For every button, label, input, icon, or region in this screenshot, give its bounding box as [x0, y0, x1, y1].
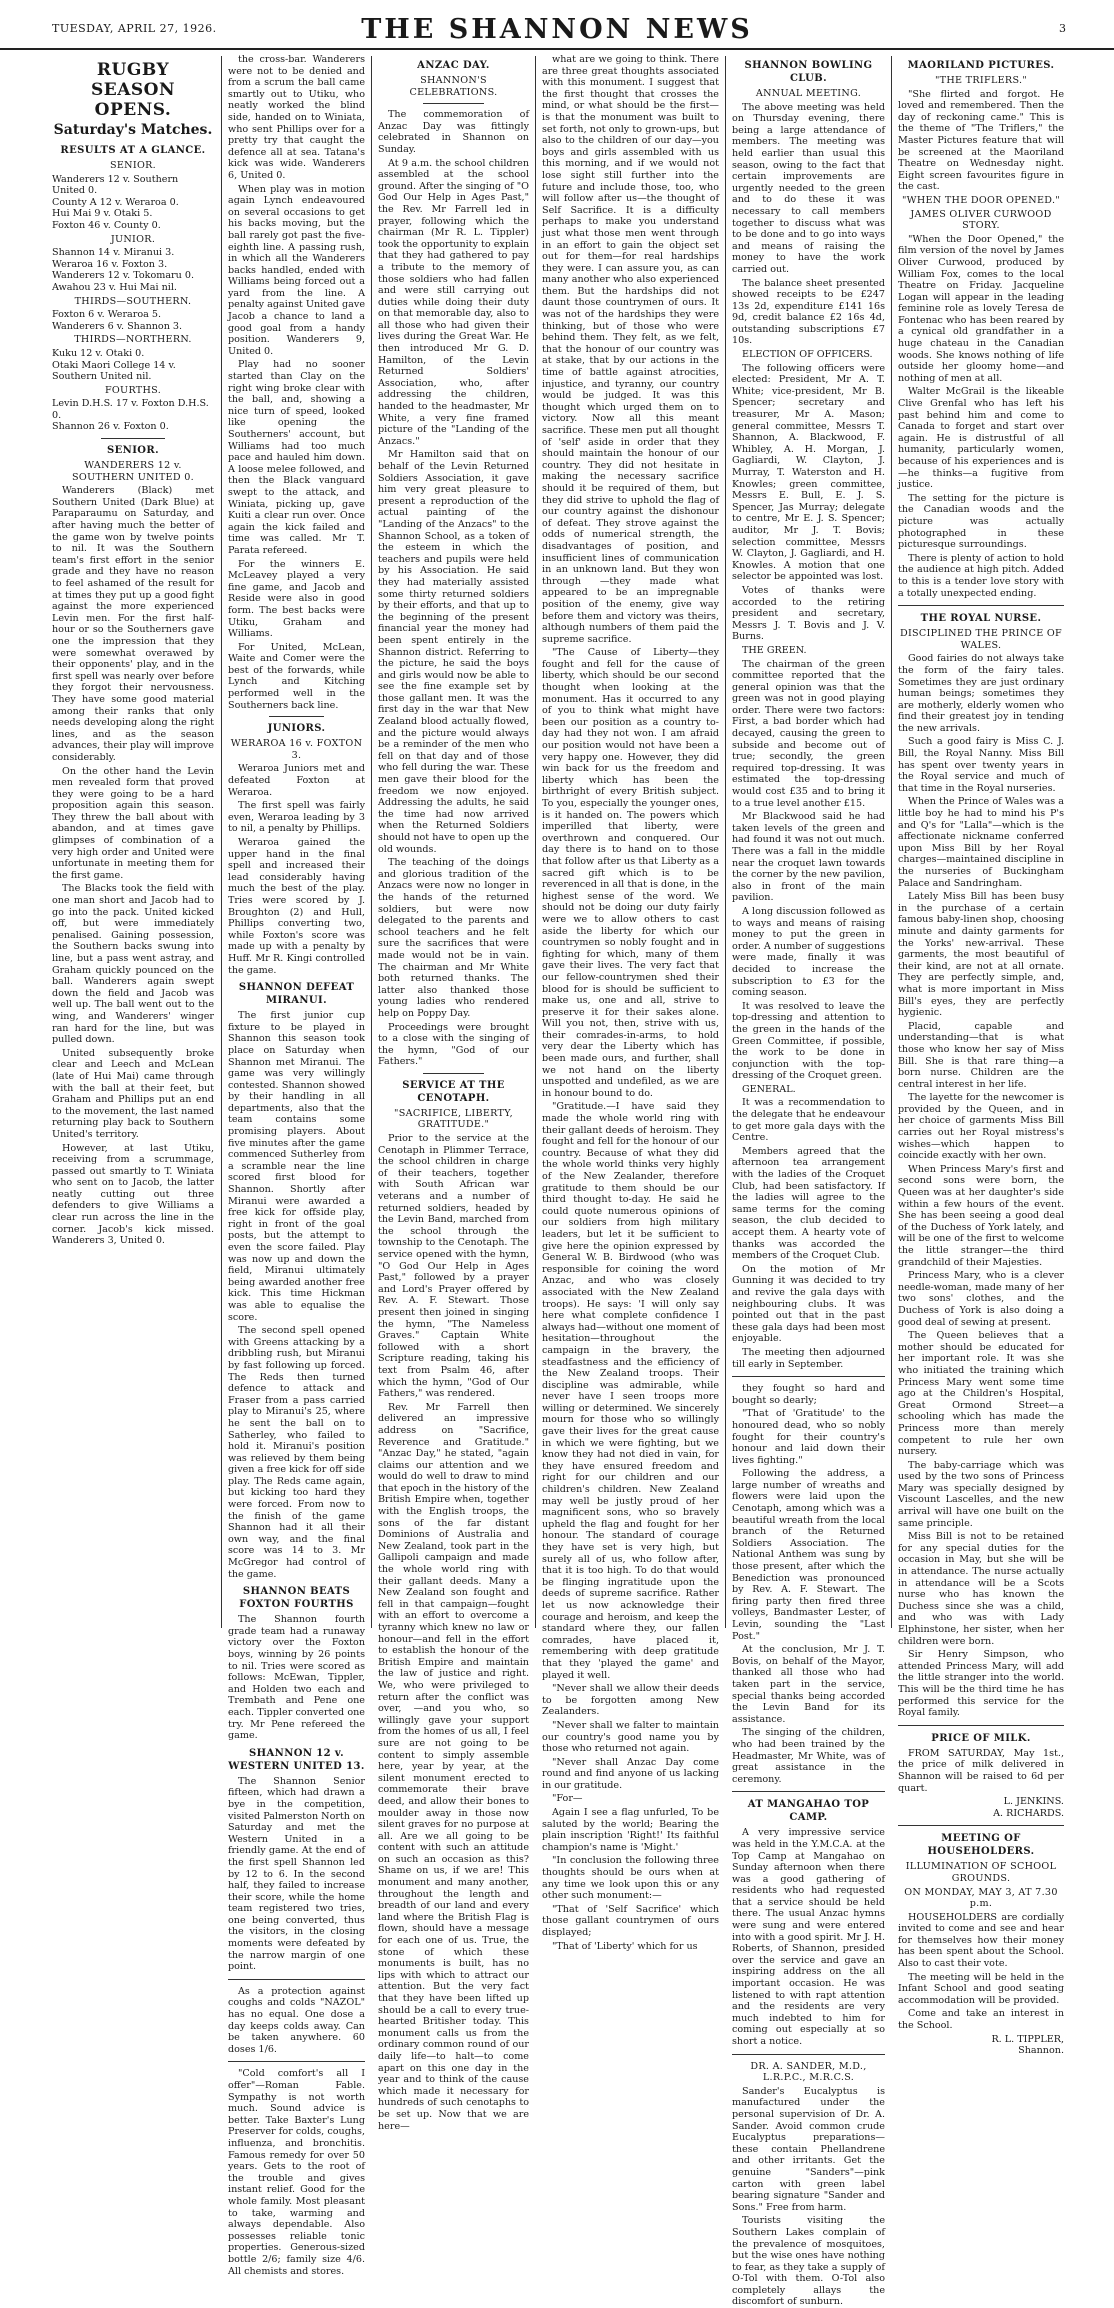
divider	[228, 2061, 365, 2062]
match-report	[52, 485, 214, 1247]
paragraph: Proceedings were brought to a close with the singing of the hymn, "God of our Fathers."	[378, 1021, 529, 1068]
divider	[732, 2054, 885, 2055]
match-heading: SHANNON 12 v. WESTERN UNITED 13.	[228, 1747, 365, 1772]
paragraph: Lately Miss Bill has been busy in the purchase of a certain famous baby-linen shop, choosing minute and dainty garments for the Yorks' new-arrival. These garments, the most beautiful of their kind, are not at all ornate. They are perfectly simple, and, what is more important in Miss Bill's eyes, they are perfectly hygienic.	[898, 891, 1064, 1019]
paragraph: Again I see a flag unfurled, To be saluted by the world; Bearing the plain inscription 'Right!' Its faithful champion's name is 'Might.'	[542, 1807, 719, 1853]
paragraph: Weraroa gained the upper hand in the final spell and increased their lead considerably having much the best of the play. Tries were scored by J. Broughton (2) and Hull, Phillips converting two, while Foxton's score was made up with a penalty by Huff. Mr R. Kingi controlled the game.	[228, 837, 365, 976]
column-address	[542, 54, 719, 1952]
results-heading: RESULTS AT A GLANCE.	[60, 145, 206, 156]
paragraph: On the other hand the Levin men revealed form that proved they were going to be a hard proposition again this season. They threw the ball about with abandon, and at times gave glimpses of combination of a very high order and United were unfortunate in meeting them for the first game.	[52, 765, 214, 881]
paragraph: The Shannon fourth grade team had a runaway victory over the Foxton boys, winning by 26 points to nil. Tries were scored as follows: McEwan, Tippler, and Holden two each and Trembath and Pene one each. Tippler converted one try. Mr Pene refereed the game.	[228, 1614, 365, 1742]
paragraph: Good fairies do not always take the form of the fairy tales. Sometimes they are just ordinary human beings; sometimes they are motherly, elderly women who find their greatest joy in tending the new arrivals.	[898, 653, 1064, 734]
paragraph: "That of 'Gratitude' to the honoured dead, who so nobly fought for their country's honour and laid down their lives fighting."	[732, 1408, 885, 1466]
paragraph: The meeting will be held in the Infant School and good seating accommodation will be provided.	[898, 1971, 1064, 2006]
cenotaph-subhead: "SACRIFICE, LIBERTY, GRATITUDE."	[394, 1107, 513, 1131]
paragraph: The second spell opened with Greens attacking by a dribbling rush, but Miranui by fast following up forced. The Reds then turned defence to attack and Fraser from a pass carried play to Miranui's 25, where he sent the ball on to Satherley, who failed to hold it. Miranui's position was relieved by them being given a free kick for off side play. The Reds came again, but kicking too hard they were forced. From now to the finish of the game Shannon had it all their own way, and the final score was 14 to 3. Mr McGregor had control of the game.	[228, 1325, 365, 1580]
paragraph: Princess Mary, who is a clever needle-woman, made many of her two sons' clothes, and the Duchess of York is also doing a good deal of sewing at present.	[898, 1270, 1064, 1328]
paragraph: Mr Hamilton said that on behalf of the Levin Returned Soldiers Association, it gave him very great pleasure to present a reproduction of the actual painting of the "Landing of the Anzacs" to the Shannon School, as a token of the esteem in which the teachers and pupils were held by his Association. He said they had materially assisted some thirty returned soldiers by their efforts, and that up to the beginning of the present financial year the money had been spent entirely in the Shannon district. Referring to the picture, he said the boys and girls would now be able to see the fine example set by those gallant men. It was the first day in the war that New Zealand blood actually flowed, and the picture would always be a reminder of the men who fell on that day and of those who fell during the war. These men gave their blood for the freedom we now enjoyed. Addressing the adults, he said the time had now arrived when the Returned Soldiers should not have to open up the old wounds.	[378, 449, 529, 855]
nazol-ad: As a protection against coughs and colds "NAZOL" has no equal. One dose a day keeps colds away. Can be taken anywhere. 60 doses 1/6.	[228, 1985, 365, 2055]
column-anzac	[378, 54, 530, 2132]
paragraph: For the winners E. McLeavey played a very fine game, and Jacob and Reside were also in good form. The best backs were Utiku, Graham and Williams.	[228, 558, 365, 640]
fourths-results	[52, 398, 214, 433]
paragraph: A very impressive service was held in the Y.M.C.A. at the Top Camp at Mangahao on Sunday afternoon when there was a good gathering of residents who had requested that a service should be held there. The usual Anzac hymns were sung and were entered into with a good spirit. Mr J. H. Roberts, of Shannon, presided over the service and gave an inspiring address on the all important occasion. He was listened to with rapt attention and the residents are very much indebted to him for coming out especially at so short a notice.	[732, 1827, 885, 2047]
result-line: County A 12 v. Weraroa 0.	[52, 196, 179, 208]
result-line: Shannon 26 v. Foxton 0.	[52, 421, 169, 433]
divider	[732, 1376, 885, 1377]
divider	[898, 1725, 1064, 1726]
western-report	[228, 1776, 365, 1973]
paragraph: At 9 a.m. the school children assembled at the school ground. After the singing of "O God Our Help in Ages Past," the Rev. Mr Farrell led in prayer, following which the chairman (Mr R. L. Tippler) took the opportunity to explain that they had gathered to pay a tribute to the memory of those soldiers who had fallen and were still carrying out duties while doing their duty on that memorable day, also to all those who had given their lives during the Great War. He then introduced Mr G. D. Hamilton, of the Levin Returned Soldiers' Association, who, after addressing the children, handed to the headmaster, Mr White, a very fine framed picture of the "Landing of the Anzacs."	[378, 157, 530, 447]
result-line: Wanderers 12 v. Southern United 0.	[52, 173, 179, 197]
paragraph: "That of 'Self Sacrifice' which those gallant countrymen of ours displayed;	[542, 1903, 719, 1938]
nurse-report	[898, 653, 1064, 1718]
paragraph: The teaching of the doings and glorious tradition of the Anzacs were now no longer in the hands of the returned soldiers, but were now delegated to the parents and school teachers and he felt sure the sacrifices that were made would not be in vain. The chairman and Mr White both returned thanks. The latter also thanked those young ladies who rendered help on Poppy Day.	[378, 857, 529, 1019]
milk-signature: L. JENKINS.	[1003, 1796, 1064, 1808]
paragraph: The Blacks took the field with one man short and Jacob had to go into the pack. United kicked off, but were immediately penalised. Gaining possession, the Southern backs swung into line, but a pass went astray, and Graham quickly pounced on the ball. Wanderers again swept down the field and Jacob was well up. The ball went out to the wing, and Wanderers' winger ran hard for the line, but was pulled down.	[52, 883, 214, 1046]
column-rugby	[52, 54, 214, 1630]
paragraph: The singing of the children, who had been trained by the Headmaster, Mr White, was of great assistance in the ceremony.	[732, 1727, 885, 1785]
triflers-heading: "THE TRIFLERS."	[934, 75, 1028, 86]
divider	[898, 605, 1064, 606]
paragraph: what are we going to think. There are three great thoughts associated with this monument. I suggest that the first thought that crosses the mind, or what should be the first—is that the monument was built to set forth, not only to grown-ups, but also to the children of our day—you boys and girls assembled with us this morning, and if we would not lose sight still further into the future and include those, too, who will follow after us—the thought of Self Sacrifice. It is a difficulty perhaps to make you understand just what those men went through in an effort to gain the object set out for them—for real hardships they were. I can assure you, as can many another who also experienced them. But the hardships did not daunt those countrymen of ours. It was not of the hardships they were thinking, but of those who were behind them. They felt, as we felt, that the honour of our country was at stake, that by our actions in the time of battle against atrocities, injustice, and tyranny, our country would be judged. It was this thought which urged them on to victory. Now all this meant sacrifice. These men put all thought of 'self' aside in order that they should maintain the honour of our country. They did not hesitate in making the necessary sacrifice should it be required of them, but they did strive to uphold the flag of our country against the dishonour of defeat. They strove against the odds of numerical strength, the disadvantages of position, and insufficient lines of communication in an unknown land. But they won through —they made what appeared to be an impregnable position of the enemy, give way before them and victory was theirs, although numbers of them paid the supreme sacrifice.	[542, 54, 719, 645]
paragraph: "Never shall we allow their deeds to be forgotten among New Zealanders.	[542, 1683, 719, 1718]
paragraph: The first junior cup fixture to be played in Shannon this season took place on Saturday when Shannon met Miranui. The game was very willingly contested. Shannon showed by their handling in all departments, also that the team contains some promising players. About five minutes after the game commenced Sutherley from a scramble near the line scored first blood for Shannon. Shortly after Miranui were awarded a free kick for offside play, right in front of the goal posts, but the attempt to even the score failed. Play was now up and down the field, Miranui ultimately being awarded another free kick. This time Hickman was able to equalise the score.	[228, 1010, 365, 1323]
results-group-label: THIRDS—SOUTHERN.	[74, 295, 192, 307]
paragraph: "Never shall we falter to maintain our country's good name you by those who returned not again.	[542, 1719, 719, 1755]
paragraph: It was resolved to leave the top-dressing and attention to the green in the hands of the Green Committee, if possible, the work to be done in conjunction with the top-dressing of the Croquet green.	[732, 1000, 885, 1082]
paragraph: Members agreed that the afternoon tea arrangement with the ladies of the Croquet Club, had been satisfactory. If the ladies will agree to the same terms for the coming season, the club decided to accept them. A hearty vote of thanks was accorded the members of the Croquet Club.	[732, 1145, 885, 1262]
match-heading: SHANNON BEATS FOXTON FOURTHS	[239, 1586, 354, 1611]
paragraph: Walter McGrail is the likeable Clive Grenfal who has left his past behind him and come to Canada to forget and start over again. He is distrustful of all humanity, particularly women, because of his experiences and is—he thinks—a fugitive from justice.	[898, 386, 1064, 491]
paragraph: The baby-carriage which was used by the two sons of Princess Mary was specially designed by Viscount Lascelles, and the new arrival will have one built on the same principle.	[898, 1459, 1064, 1529]
anzac-headline: ANZAC DAY.	[417, 60, 490, 71]
paragraph: Sander's Eucalyptus is manufactured under the personal supervision of Dr. A. Sander. Avoid common crude Eucalyptus preparations—these contain Phellandrene and other irritants. Get the genuine "Sanders"—pink carton with green label bearing signature "Sander and Sons." Free from harm.	[732, 2085, 885, 2213]
householders-signature: R. L. TIPPLER,	[991, 2033, 1064, 2045]
column-rugby-cont	[228, 54, 365, 2277]
householders-heading: MEETING OF HOUSEHOLDERS.	[927, 1833, 1035, 1858]
divider	[228, 1979, 365, 1980]
paragraph: The chairman of the green committee reported that the general opinion was that the green was not in good playing order. There were two factors: First, a bad border which had decayed, causing the green to subside and become out of true; secondly, the green required top-dressing. It was estimated the top-dressing would cost £35 and to bring it to a true level another £15.	[732, 658, 885, 809]
bowling-report	[732, 102, 885, 1371]
junior-results	[52, 247, 214, 293]
weraroa-report	[228, 763, 365, 976]
paragraph: The balance sheet presented showed receipts to be £247 13s 2d, expenditure £141 16s 9d, credit balance £2 16s 4d, outstanding subscriptions £7 10s.	[732, 277, 885, 347]
paragraph: The meeting then adjourned till early in September.	[732, 1346, 885, 1370]
result-line: Kuku 12 v. Otaki 0.	[52, 347, 145, 359]
section-heading: SENIOR.	[107, 445, 159, 457]
milk-heading: PRICE OF MILK.	[931, 1732, 1031, 1744]
result-line: Levin D.H.S. 17 v. Foxton D.H.S. 0.	[52, 398, 209, 421]
senior-results	[52, 174, 214, 232]
paragraph: Play had no sooner started than Clay on the right wing broke clear with the ball, and, showing a nice turn of speed, looked like opening the Southerners' account, but Williams had too much pace and hauled him down. A loose melee followed, and then the Black vanguard swept to the attack, and Winiata, picking up, gave Kuiti a clear run over. Once again the kick failed and time was called. Mr T. Parata refereed.	[228, 359, 365, 556]
cenotaph-report	[378, 1133, 529, 2132]
paragraph: Rev. Mr Farrell then delivered an impressive address on "Sacrifice, Reverence and Gratitude." "Anzac Day," he stated, "again claims our attention and we would do well to draw to mind that epoch in the history of the British Empire when, together with the English troops, the sons of the far distant Dominions of Australia and New Zealand, took part in the Gallipoli campaign and made the whole world ring with their gallant deeds. Many a New Zealand son fought and fell in that campaign—fought with an effort to overcome a tyranny which knew no law or honour—and fell in the effort to establish the honour of the British Empire and maintain the law of justice and right. We, who were privileged to return after the conflict was over, —and you who, so willingly gave your support from the homes of us all, I feel sure are not going to be content to simply assemble here, year by year, at the silent monument erected to commemorate their brave deed, and allow their bones to moulder away in those now silent graves for no purpose at all. Are we all going to be content with such an attitude on such an occasion as this? Shame on us, if we are! This monument and many another, throughout the length and breadth of our land and every land where the British Flag is flown, should have a message for each one of us. True, the stone of which these monuments is built, has no lips with which to attract our attention. But the very fact that they have been lifted up should be a call to every true-hearted Britisher today. This monument calls us from the ordinary common round of our daily life—to halt—to come apart on this one day in the year and to think of the cause which made it necessary for hundreds of such cenotaphs to be set up. Now that we are here—	[378, 1401, 529, 2132]
paragraph: "Never shall Anzac Day come round and find anyone of us lacking in our gratitude.	[542, 1756, 719, 1791]
bowling-heading: SHANNON BOWLING CLUB.	[744, 60, 873, 84]
paragraph: United subsequently broke clear and Leech and McLean (late of Hui Mai) came through with the ball at their feet, but Graham and Phillips put an end to the movement, the last named returning play back to Southern United's territory.	[52, 1047, 214, 1140]
divider	[269, 716, 324, 717]
divider	[423, 103, 483, 104]
foxton-report	[228, 1614, 365, 1742]
thirdsn-results	[52, 348, 214, 383]
anzac-report	[378, 109, 529, 1068]
paragraph: Mr Blackwood said he had taken levels of the green and had found it was not out much. There was a fall in the middle near the croquet lawn towards the corner by the new pavilion, also in front of the main pavilion.	[732, 811, 885, 904]
paragraph: For United, McLean, Waite and Comer were the best of the forwards, while Lynch and Kitching performed well in the Southerners back line.	[228, 641, 365, 711]
section-heading: JUNIORS.	[267, 723, 326, 735]
results-group-label: SENIOR.	[110, 160, 156, 171]
result-line: Hui Mai 9 v. Otaki 5.	[52, 208, 153, 220]
results-group-label: THIRDS—NORTHERN.	[74, 334, 192, 346]
paragraph: "For—	[552, 1793, 583, 1805]
paragraph: On the motion of Mr Gunning it was decided to try and revive the gala days with neighbouring clubs. It was pointed out that in the past these gala days had been most enjoyable.	[732, 1263, 885, 1345]
paragraph: Prior to the service at the Cenotaph in Plimmer Terrace, the school children in charge of their teachers, together with South African war veterans and a number of returned soldiers, headed by the Levin Band, marched from the school through the township to the Cenotaph. The service opened with the hymn, "O God Our Help in Ages Past," followed by a prayer and Lord's Prayer offered by Rev. A. F. Stewart. Those present then joined in singing the hymn, "The Nameless Graves." Captain White followed with a short Scripture reading, taking his text from Psalm 46, after which the hymn, "God of Our Fathers," was rendered.	[378, 1133, 529, 1400]
result-line: Wanderers 6 v. Shannon 3.	[52, 320, 183, 332]
divider	[423, 1073, 483, 1074]
milk-signature: A. RICHARDS.	[993, 1807, 1064, 1819]
paragraph: The above meeting was held on Thursday evening, there being a large attendance of members. The meeting was held earlier than usual this season, owing to the fact that certain improvements are urgently needed to the green and to do these it was necessary to call members together to discuss what was to be done and to go into ways and means of raising the money to have the work carried out.	[732, 101, 885, 275]
paragraph: the cross-bar. Wanderers were not to be denied and from a scrum the ball came smartly out to Utiku, who neatly worked the blind side, handed on to Winiata, who sent Phillips over for a pretty try that caught the defence all at sea. Tatana's kick was wide. Wanderers 6, United 0.	[228, 54, 365, 181]
paragraph: Weraroa Juniors met and defeated Foxton at Weraroa.	[228, 763, 365, 798]
results-group-label: JUNIOR.	[110, 233, 156, 245]
paragraph: Tourists visiting the Southern Lakes complain of the prevalence of mosquitoes, but the wise ones have nothing to fear, as they take a supply of O-Tol with them. O-Tol also completely allays the discomfort of sunburn.	[732, 2215, 885, 2308]
result-line: Awahou 23 v. Hui Mai nil.	[52, 281, 177, 293]
door-report	[898, 234, 1064, 599]
paragraph: "She flirted and forgot. He loved and remembered. Then the day of reckoning came." This is the theme of "The Triflers," the Master Pictures feature that will be screened at the Maoriland Theatre on Wednesday night. Eight screen favourites figure in the cast.	[898, 88, 1064, 193]
paragraph: ELECTION OF OFFICERS.	[742, 349, 873, 361]
paragraph: There is plenty of action to hold the audience at high pitch. Added to this is a tender love story with a totally unexpected ending.	[898, 552, 1064, 599]
column-pictures	[898, 54, 1064, 2057]
paragraph: Votes of thanks were accorded to the retiring president and secretary, Messrs J. T. Bovis and J. V. Burns.	[732, 584, 885, 643]
paragraph: The setting for the picture is the Canadian woods and the picture was actually photographed in these picturesque surroundings.	[898, 492, 1064, 551]
mangahao-heading: AT MANGAHAO TOP CAMP.	[747, 1799, 870, 1824]
result-line: Weraroa 16 v. Foxton 3.	[52, 258, 168, 270]
address-text	[542, 54, 719, 1952]
divider	[101, 438, 166, 439]
column-rule	[371, 56, 372, 1628]
column-rule	[725, 56, 726, 1628]
result-line: Foxton 6 v. Weraroa 5.	[52, 309, 162, 321]
issue-date: TUESDAY, APRIL 27, 1926.	[52, 22, 217, 35]
paragraph: When the Prince of Wales was a little boy he had to mind his P's and Q's for "Lalla"—which is the affectionate nickname conferred upon Miss Bill by her Royal charges—maintained discipline in the nurseries of Buckingham Palace and Sandringham.	[898, 796, 1064, 889]
paragraph: Such a good fairy is Miss C. J. Bill, the Royal Nanny. Miss Bill has spent over twenty years in the Royal service and much of that time in the Royal nurseries.	[898, 736, 1064, 794]
baxter-ad: "Cold comfort's all I offer"—Roman Fable. Sympathy is not worth much. Sound advice is better. Take Baxter's Lung Preserver for colds, coughs, influenza, and bronchitis. Famous remedy for over 50 years. Gets to the root of the trouble and gives instant relief. Good for the whole family. Most pleasant to take, warming and always dependable. Also possesses reliable tonic properties. Generous-sized bottle 2/6; family size 4/6. All chemists and stores.	[228, 2068, 365, 2277]
masthead	[0, 0, 1114, 50]
paragraph: Wanderers (Black) met Southern United (Dark Blue) at Paraparaumu on Saturday, and after having much the better of the game won by twelve points to nil. It was the Southern team's first effort in the senior grade and they have no reason to feel ashamed of the result for at times they put up a good fight against the more experienced Levin men. For the first half-hour or so the Southerners gave one the impression that they were somewhat overawed by their opponents' play, and in the first spell was nearly over before they forgot their nervousness. They have some good material among their ranks that only needs developing along the right lines, and as the season advances, their play will improve considerably.	[52, 485, 214, 763]
householders-notice	[898, 1912, 1064, 2032]
rugby-subhead: Saturday's Matches.	[53, 122, 213, 138]
nurse-subhead: DISCIPLINED THE PRINCE OF WALES.	[899, 628, 1063, 651]
result-line: Wanderers 12 v. Tokomaru 0.	[52, 270, 195, 282]
cenotaph-heading: SERVICE AT THE CENOTAPH.	[402, 1079, 505, 1104]
paragraph: Following the address, a large number of wreaths and flowers were laid upon the Cenotaph, among which was a beautiful wreath from the local branch of the Returned Soldiers Association. The National Anthem was sung by those present, after which the Benediction was pronounced by Rev. A. F. Stewart. The firing party then fired three volleys, Bandmaster Lester, of Levin, sounding the "Last Post."	[732, 1468, 885, 1642]
paragraph: When Princess Mary's first and second sons were born, the Queen was at her daughter's side within a few hours of the event. She has been seeing a good deal of the Duchess of York lately, and will be one of the first to welcome the little stranger—the third grandchild of their Majesties.	[898, 1163, 1064, 1268]
paragraph: "Gratitude.—I have said they made the whole world ring with their gallant deeds of heroism. They fought and fell for the honour of our country. Because of what they did the whole world thinks very highly of the New Zealander, therefore gratitude to them should be our third thought to-day. He said he could quote numerous opinions of our soldiers from high military leaders, but let it be sufficient to give here the opinion expressed by General W. B. Birdwood (who was responsible for coining the word Anzac, and who was closely associated with the New Zealand troops). He says: 'I will only say here what complete confidence I always had—without one moment of hesitation—throughout the campaign in the bravery, the steadfastness and the efficiency of the New Zealand troops. Their discipline was admirable, while never have I seen troops more willing or determined. We sincerely mourn for those who so willingly gave their lives for the great cause in which we were fighting, but we know they had not died in vain, for they have ensured freedom and right for our children and our children's children. New Zealand may well be justly proud of her magnificent sons, who so bravely upheld the flag and fought for her honour. The standard of courage they have set is very high, but surely all of us, who follow after, that it is too high. To do that would be flinging ingratitude upon the deeds of supreme sacrifice. Rather let us now acknowledge their courage and heroism, and keep the standard where they, our fallen comrades, have placed it, remembering with deep gratitude that they 'played the game' and played it well.	[542, 1101, 719, 1681]
sander-ad-heading: DR. A. SANDER, M.D., L.R.P.C., M.R.C.S.	[750, 2060, 867, 2084]
sander-ad	[732, 2086, 885, 2308]
nurse-heading: THE ROYAL NURSE.	[920, 613, 1042, 625]
milk-notice: FROM SATURDAY, May 1st., the price of milk delivered in Shannon will be raised to 6d per quart.	[898, 1747, 1064, 1794]
paragraph: Come and take an interest in the School.	[898, 2008, 1064, 2032]
column-bowling	[732, 54, 885, 2308]
page-number: 3	[1059, 22, 1066, 35]
pictures-heading: MAORILAND PICTURES.	[907, 60, 1055, 71]
paragraph: Miss Bill is not to be retained for any special duties for the occasion in May, but she will be in attendance. The nurse actually in attendance will be a Scots nurse who has known the Duchess since she was a child, and who was with Lady Elphinstone, her sister, when her children were born.	[898, 1531, 1064, 1647]
paragraph: When play was in motion again Lynch endeavoured on several occasions to get his backs moving, but the ball rarely got past the five-eighth line. A passing rush, in which all the Wanderers backs handled, ended with Williams being forced out a yard from the line. A penalty against United gave Jacob a chance to land a good goal from a handy position. Wanderers 9, United 0.	[228, 183, 365, 357]
paragraph: Placid, capable and understanding—that is what those who know her say of Miss Bill. She is that rare thing—a born nurse. Children are the central interest in her life.	[898, 1020, 1064, 1090]
paragraph: "The Cause of Liberty—they fought and fell for the cause of liberty, which should be our second thought when looking at the monument. Has it occurred to any of you to think what might have been our position as a country to-day had they not won. I am afraid our position would not have been a very happy one. However, they did win back for us the freedom and liberty which has been the birthright of every British subject. To you, especially the younger ones, is it handed on. The powers which imperilled that liberty, were overthrown and conquered. Our day there is to hand on to those that follow after us that Liberty as a sacred gift which is to be reverenced in all that is done, in the highest sense of the word. We should not be doing our duty fairly were we to allow others to cast aside the liberty for which our countrymen so nobly fought and in fighting for which, many of them gave their lives. The very fact that our fellow-countrymen shed their blood for is should be sufficient to make us, one and all, strive to preserve it for their sakes alone. Will you not, then, strive with us, their comrades-in-arms, to hold very dear the Liberty which has been made ours, and further, shall we not hand on the liberty unspotted and undefiled, as we are in honour bound to do.	[542, 647, 719, 1099]
bowling-subhead: ANNUAL MEETING.	[755, 88, 862, 99]
results-group-label: FOURTHS.	[104, 384, 162, 396]
rugby-headline: RUGBY SEASON OPENS.	[90, 60, 176, 120]
paragraph: However, at last Utiku, receiving from a scrummage, passed out smartly to T. Winiata who sent on to Jacob, the latter neatly cutting out three defenders to give Williams a clear run across the line in the corner. Jacob's kick missed. Wanderers 3, United 0.	[52, 1142, 214, 1247]
newspaper-title: THE SHANNON NEWS	[361, 14, 753, 45]
paragraph: HOUSEHOLDERS are cordially invited to come and see and hear for themselves how their money has been spent about the School. Also to cast their vote.	[898, 1911, 1064, 1970]
divider	[732, 1791, 885, 1792]
paragraph: The first spell was fairly even, Weraroa leading by 3 to nil, a penalty by Phillips.	[228, 800, 365, 835]
match-heading: WERAROA 16 v. FOXTON 3.	[230, 738, 363, 761]
match-heading: SHANNON DEFEAT MIRANUI.	[238, 982, 355, 1007]
paragraph: The Queen believes that a mother should be educated for her important role. It was she who initiated the training which Princess Mary went some time ago at the Children's Hospital, Great Ormond Street—a schooling which has made the Princess more than merely competent to rule her own nursery.	[898, 1330, 1064, 1458]
paragraph: they fought so hard and bought so dearly;	[732, 1383, 885, 1406]
paragraph: The following officers were elected: President, Mr A. T. White; vice-president, Mr B. Spencer; secretary and treasurer, Mr A. Mason; general committee, Messrs T. Shannon, A. Blackwood, F. Whibley, A. H. Morgan, J. Gagliardi, W. Clayton, J. Murray, T. Waterston and H. Knowles; green committee, Messrs E. Bull, E. J. S. Spencer, Jas Murray; delegate to centre, Mr E. J. S. Spencer; auditor, Mr J. T. Bovis; selection committee, Messrs W. Clayton, J. Gagliardi, and H. Knowles. A motion that one selector be appointed was lost.	[732, 362, 885, 583]
mangahao-report	[732, 1827, 885, 2047]
match-report-cont	[228, 54, 365, 711]
result-line: Shannon 14 v. Miranui 3.	[52, 247, 175, 259]
paragraph: The commemoration of Anzac Day was fittingly celebrated in Shannon on Sunday.	[378, 109, 529, 155]
triflers-report	[898, 89, 1064, 193]
anzac-subhead: SHANNON'S CELEBRATIONS.	[409, 75, 498, 98]
column-rule	[891, 56, 892, 1628]
miranui-report	[228, 1010, 365, 1580]
column-rule	[221, 56, 222, 1628]
illumination-subhead: ILLUMINATION OF SCHOOL GROUNDS.	[905, 1861, 1057, 1884]
cenotaph-report-cont	[732, 1383, 885, 1785]
paragraph: The layette for the newcomer is provided by the Queen, and in her choice of garments Miss Bill carries out her Royal mistress's wishes—which happen to coincide exactly with her own.	[898, 1092, 1064, 1162]
paragraph: "When the Door Opened," the film version of the novel by James Oliver Curwood, produced by William Fox, comes to the local Theatre on Friday. Jacqueline Logan will appear in the leading feminine role as lovely Teresa de Fontenac who has been reared by a cynical old grandfather in a huge chateau in the Canadian woods. She knows nothing of life outside her gloomy home—and nothing of men at all.	[898, 233, 1064, 384]
paragraph: GENERAL.	[742, 1083, 796, 1095]
householders-signature: Shannon.	[1018, 2045, 1064, 2057]
meeting-date: ON MONDAY, MAY 3, AT 7.30 p.m.	[904, 1886, 1058, 1910]
divider	[898, 1825, 1064, 1826]
paragraph: Sir Henry Simpson, who attended Princess Mary, will add the little stranger into the world. This will be the third time he has performed this service for the Royal family.	[898, 1649, 1064, 1719]
curwood-heading: JAMES OLIVER CURWOOD STORY.	[910, 208, 1052, 232]
door-heading: "WHEN THE DOOR OPENED."	[901, 194, 1061, 206]
paragraph: The Shannon Senior fifteen, which had drawn a bye in the competition, visited Palmerston North on Saturday and met the Western United in a friendly game. At the end of the first spell Shannon led by 12 to 6. In the second half, they failed to increase their score, while the home team registered two tries, one being converted, thus the visitors, in the closing moments were defeated by the narrow margin of one point.	[228, 1775, 365, 1973]
paragraph: "That of 'Liberty' which for us	[552, 1940, 698, 1952]
column-rule	[535, 56, 536, 1628]
paragraph: THE GREEN.	[742, 644, 807, 656]
match-heading: WANDERERS 12 v. SOUTHERN UNITED 0.	[72, 460, 194, 483]
result-line: Foxton 46 v. County 0.	[52, 219, 161, 231]
paragraph: A long discussion followed as to ways and means of raising money to put the green in order. A number of suggestions were made, finally it was decided to increase the subscription to £3 for the coming season.	[732, 905, 885, 999]
paragraph: At the conclusion, Mr J. T. Bovis, on behalf of the Mayor, thanked all those who had taken part in the service, special thanks being accorded the Levin Band for its assistance.	[732, 1644, 885, 1725]
paragraph: "In conclusion the following three thoughts should be ours when at any time we look upon this or any other such monument:—	[542, 1855, 719, 1902]
result-line: Otaki Maori College 14 v. Southern United nil.	[52, 359, 176, 383]
thirds-results	[52, 309, 214, 332]
paragraph: It was a recommendation to the delegate that he endeavour to get more gala days with the Centre.	[732, 1097, 885, 1144]
